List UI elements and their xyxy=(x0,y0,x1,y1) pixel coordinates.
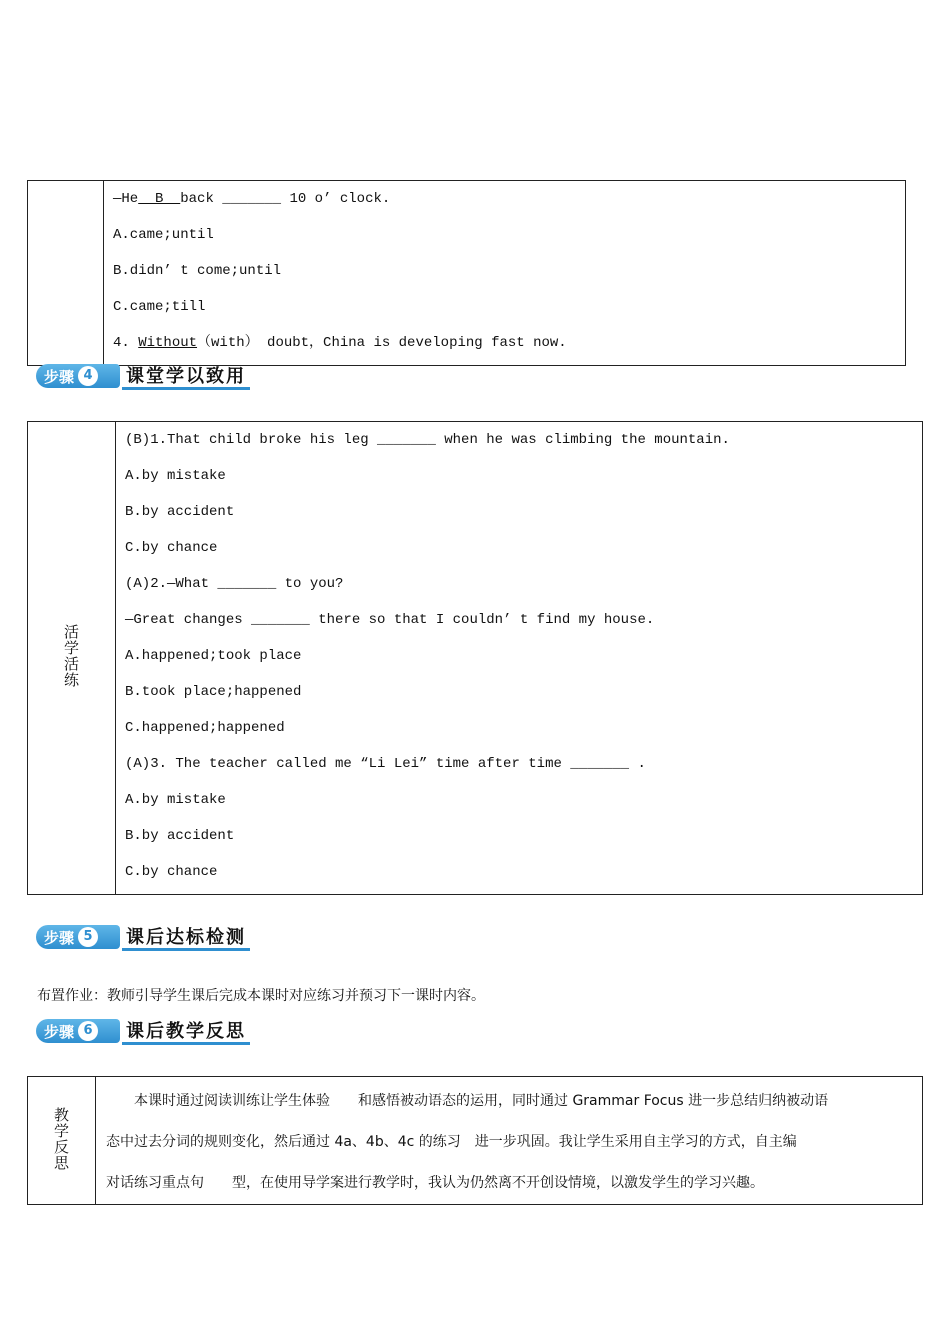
side-label: 活学活练 xyxy=(62,624,80,688)
step4-title: 课堂学以致用 xyxy=(122,363,250,390)
question-line: (A)3. The teacher called me “Li Lei” time after time _______ . xyxy=(125,756,646,772)
homework-text: 布置作业：教师引导学生课后完成本课时对应练习并预习下一课时内容。 xyxy=(37,988,485,1004)
option-line: C.by chance xyxy=(125,864,218,880)
step5-title: 课后达标检测 xyxy=(122,924,250,951)
side-label-cell xyxy=(28,1077,96,1205)
option-line: B.took place;happened xyxy=(125,684,302,700)
reflection-text xyxy=(96,1077,922,1204)
reflection-line: 本课时通过阅读训练让学生体验 和感悟被动语态的运用，同时通过 Grammar Focus 进一步总结归纳被动语 xyxy=(106,1093,829,1109)
option-line: A.by mistake xyxy=(125,792,226,808)
option-line: C.by chance xyxy=(125,540,218,556)
reflection-line: 态中过去分词的规则变化，然后通过 4a、4b、4c 的练习 进一步巩固。我让学生采用自主学习的方式，自主编 xyxy=(106,1134,797,1150)
option-line: A.by mistake xyxy=(125,468,226,484)
question-line: (B)1.That child broke his leg _______ when he was climbing the mountain. xyxy=(125,432,730,448)
step4-number: 4 xyxy=(78,366,98,386)
step6-number: 6 xyxy=(78,1021,98,1041)
side-cell-empty xyxy=(28,181,104,366)
answer-blank: B xyxy=(138,191,181,207)
side-label-cell xyxy=(28,422,116,895)
option-line: C.happened;happened xyxy=(125,720,285,736)
side-label: 教学反思 xyxy=(52,1106,70,1171)
question-line: 4. Without（with） doubt，China is developing fast now. xyxy=(113,335,567,351)
step6-heading xyxy=(36,1018,250,1044)
reflection-content xyxy=(96,1077,923,1205)
option-line: B.by accident xyxy=(125,828,235,844)
exercise-table-practice xyxy=(27,421,923,895)
step6-badge: 步骤 6 xyxy=(36,1019,120,1043)
option-line: A.happened;took place xyxy=(125,648,302,664)
question-line: (A)2.—What _______ to you? xyxy=(125,576,344,592)
option-line: C.came;till xyxy=(113,299,206,315)
exercise-table-top xyxy=(27,180,906,366)
step5-number: 5 xyxy=(78,927,98,947)
step4-badge: 步骤 4 xyxy=(36,364,120,388)
step5-badge: 步骤 5 xyxy=(36,925,120,949)
step4-heading xyxy=(36,363,250,389)
answer-word: Without xyxy=(138,335,198,351)
practice-content xyxy=(116,422,923,895)
option-line: B.didn’ t come;until xyxy=(113,263,282,279)
exercise-content xyxy=(104,181,906,366)
question-line: —Great changes _______ there so that I couldn’ t find my house. xyxy=(125,612,655,628)
step5-heading xyxy=(36,924,250,950)
reflection-line: 对话练习重点句 型，在使用导学案进行教学时，我认为仍然离不开创设情境，以激发学生的学习兴趣。 xyxy=(106,1175,764,1191)
question-line: —He B back _______ 10 o’ clock. xyxy=(113,191,391,207)
reflection-table xyxy=(27,1076,923,1205)
option-line: A.came;until xyxy=(113,227,214,243)
step6-title: 课后教学反思 xyxy=(122,1018,250,1045)
option-line: B.by accident xyxy=(125,504,235,520)
